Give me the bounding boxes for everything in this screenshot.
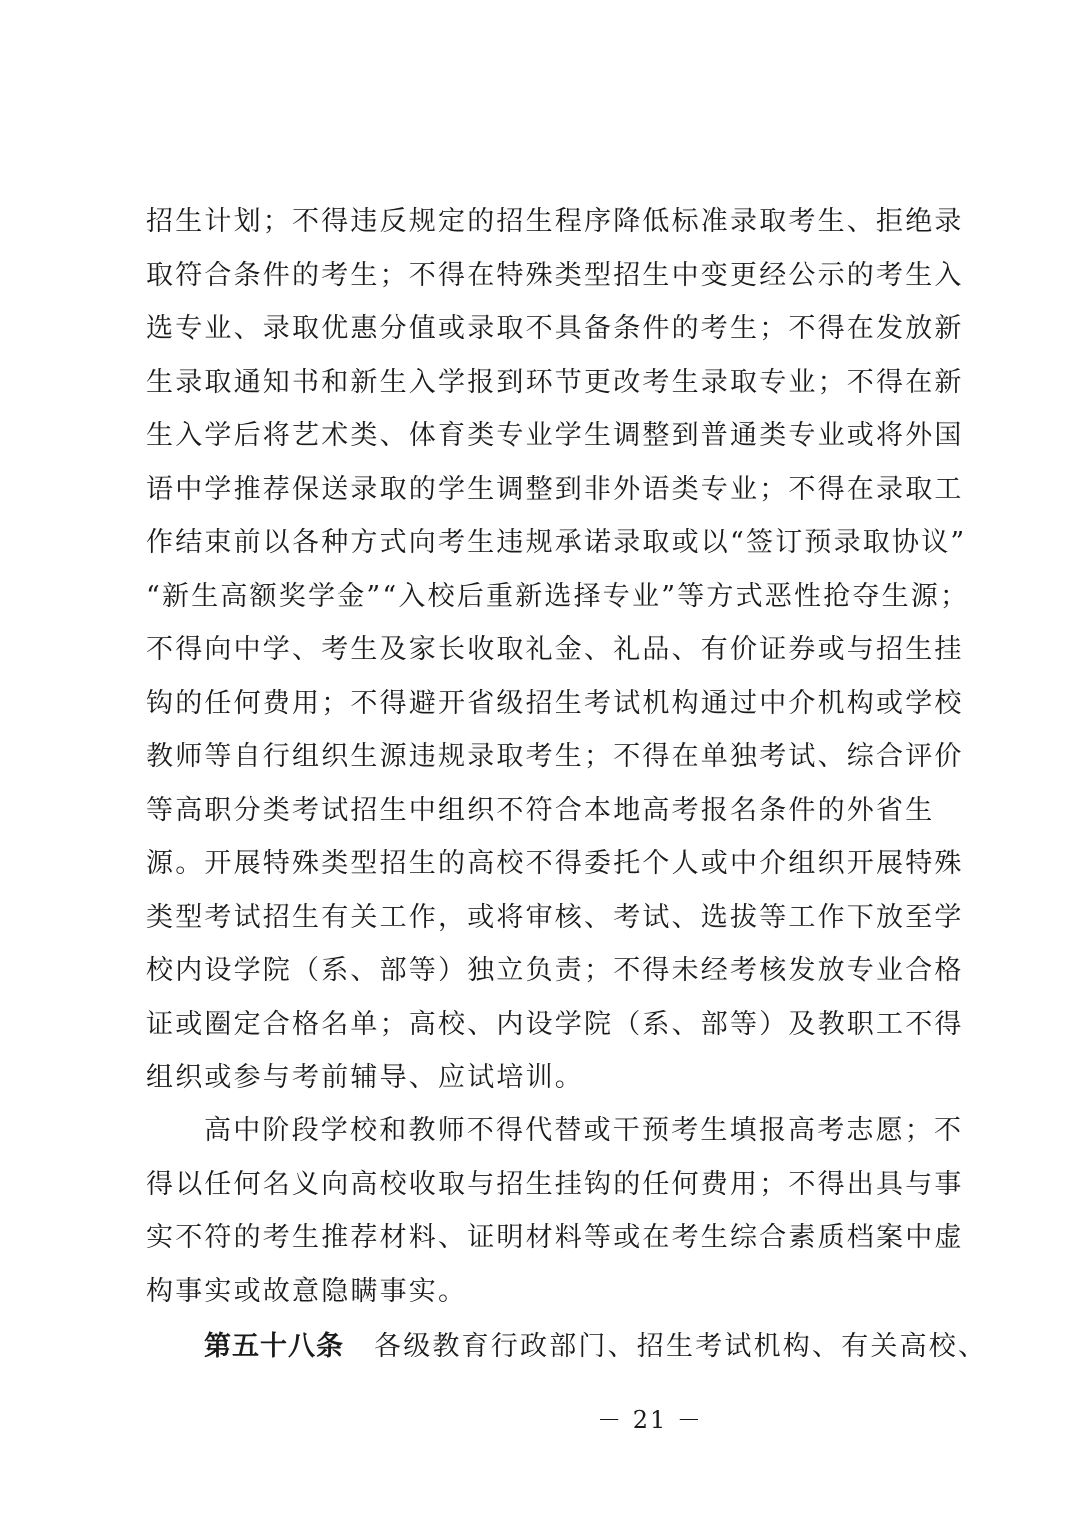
text-line: 类型考试招生有关工作，或将审核、考试、选拔等工作下放至学 <box>146 901 964 933</box>
text-line: 构事实或故意隐瞒事实。 <box>146 1275 468 1307</box>
text-line: 取符合条件的考生；不得在特殊类型招生中变更经公示的考生入 <box>146 259 964 291</box>
text-line: 证或圈定合格名单；高校、内设学院（系、部等）及教职工不得 <box>146 1008 964 1040</box>
text-line: 得以任何名义向高校收取与招生挂钩的任何费用；不得出具与事 <box>146 1168 964 1200</box>
text-line: 校内设学院（系、部等）独立负责；不得未经考核发放专业合格 <box>146 955 964 986</box>
page-number: － 21 － <box>597 1406 703 1434</box>
paragraph-1 <box>146 195 970 1105</box>
text-line: 源。开展特殊类型招生的高校不得委托个人或中介组织开展特殊 <box>146 848 964 879</box>
text-line: 实不符的考生推荐材料、证明材料等或在考生综合素质档案中虚 <box>146 1222 964 1253</box>
text-line: 选专业、录取优惠分值或录取不具备条件的考生；不得在发放新 <box>146 313 964 344</box>
text-line: 生录取通知书和新生入学报到环节更改考生录取专业；不得在新 <box>146 366 964 398</box>
text-line: “新生高额奖学金”“入校后重新选择专业”等方式恶性抢夺生源； <box>146 580 970 612</box>
article-heading: 第五十八条 <box>204 1331 344 1362</box>
text-line: 生入学后将艺术类、体育类专业学生调整到普通类专业或将外国 <box>146 420 964 451</box>
paragraph-2 <box>146 1104 964 1318</box>
text-line: 组织或参与考前辅导、应试培训。 <box>146 1062 584 1093</box>
text-line: 语中学推荐保送录取的学生调整到非外语类专业；不得在录取工 <box>146 473 964 505</box>
text-line: 不得向中学、考生及家长收取礼金、礼品、有价证券或与招生挂 <box>146 634 964 665</box>
text-line: 等高职分类考试招生中组织不符合本地高考报名条件的外省生 <box>146 794 935 826</box>
text-line: 教师等自行组织生源违规录取考生；不得在单独考试、综合评价 <box>146 741 964 772</box>
paragraph-3 <box>146 1320 988 1374</box>
text-line: 钩的任何费用；不得避开省级招生考试机构通过中介机构或学校 <box>146 687 964 719</box>
text-line: 高中阶段学校和教师不得代替或干预考生填报高考志愿；不 <box>204 1115 964 1146</box>
text-line: 作结束前以各种方式向考生违规承诺录取或以“签订预录取协议” <box>146 527 967 558</box>
article-line <box>146 1320 988 1374</box>
article-text: 各级教育行政部门、招生考试机构、有关高校、 <box>374 1331 988 1362</box>
text-line: 招生计划；不得违反规定的招生程序降低标准录取考生、拒绝录 <box>146 206 964 237</box>
